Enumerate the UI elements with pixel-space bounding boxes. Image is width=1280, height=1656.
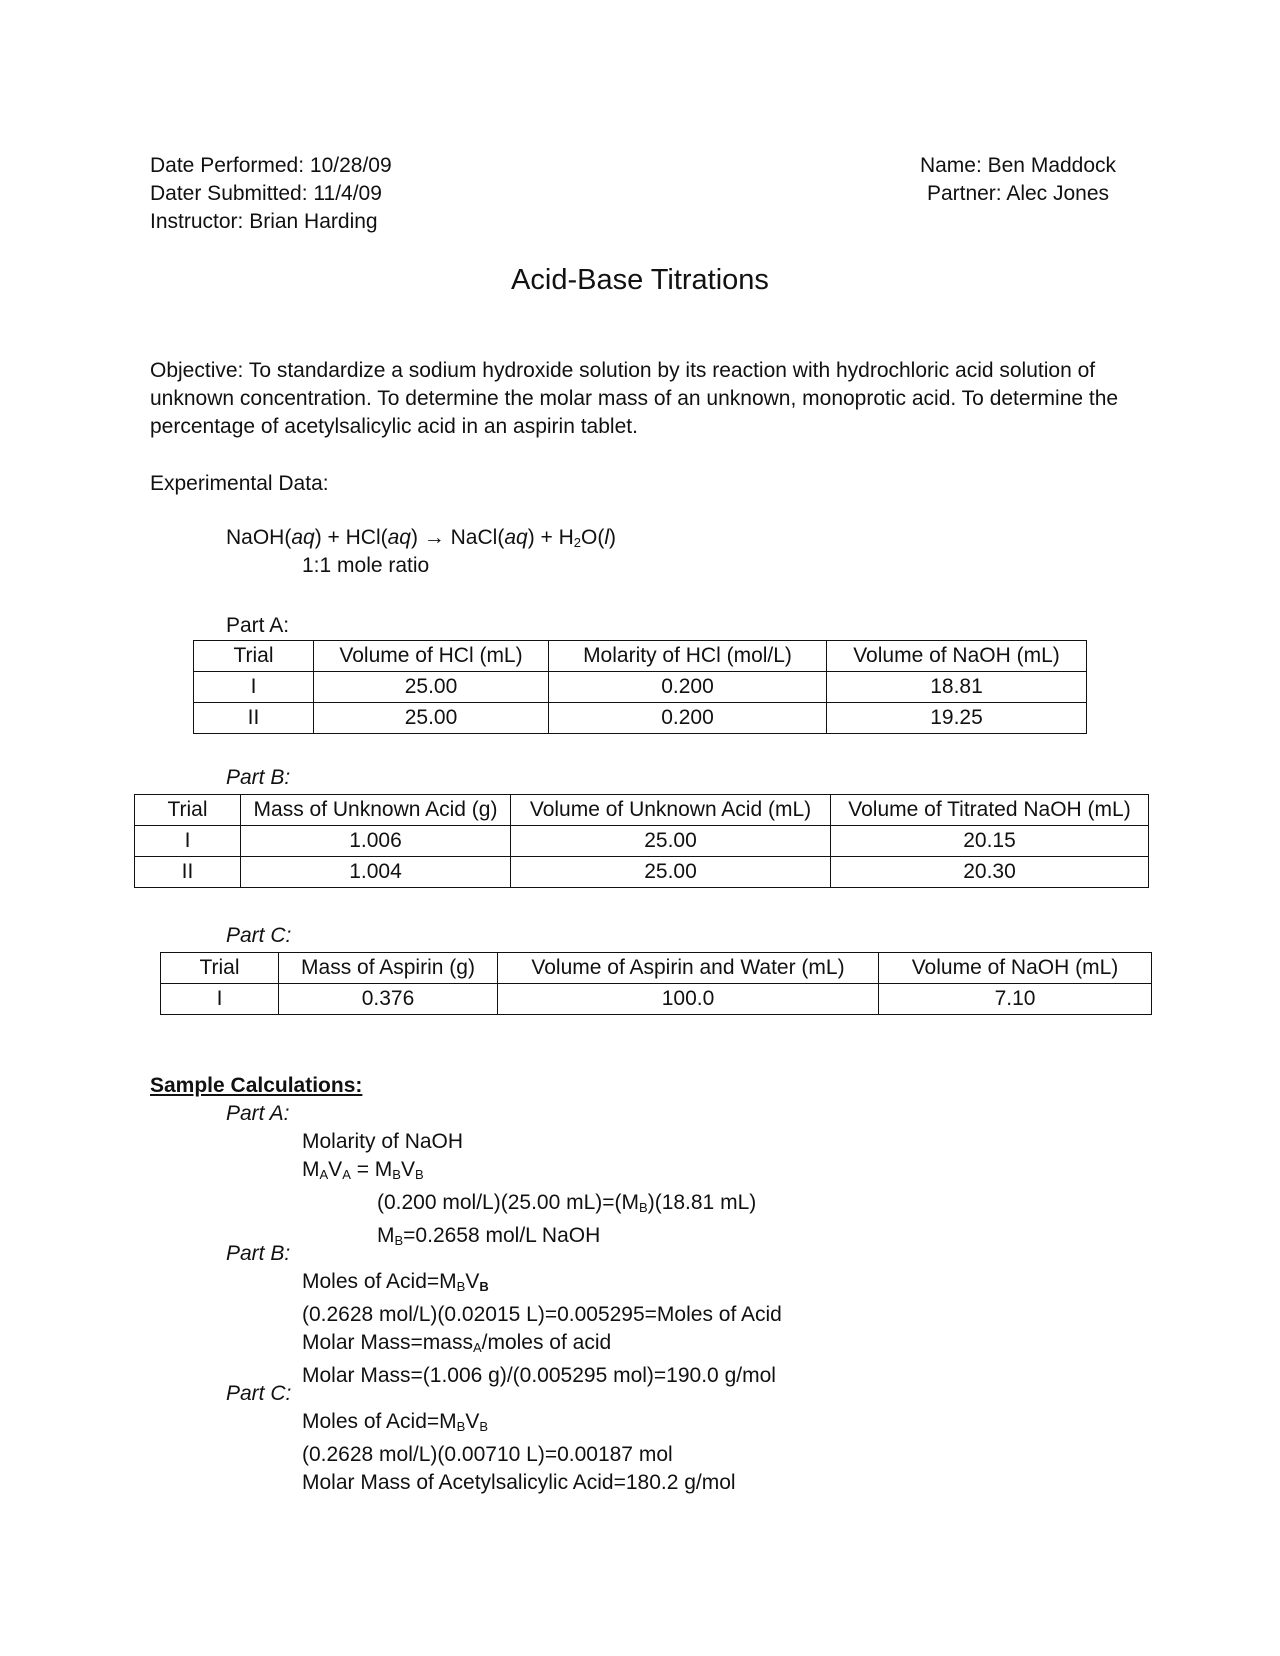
page-title: Acid-Base Titrations <box>511 264 769 296</box>
part-c-table <box>160 952 1152 1015</box>
table-cell: 20.15 <box>831 826 1149 857</box>
table-header: Volume of NaOH (mL) <box>827 641 1087 672</box>
instructor: Instructor: Brian Harding <box>150 210 378 233</box>
calc-part-a-label: Part A: <box>226 1102 290 1125</box>
table-cell: II <box>135 857 241 888</box>
table-header: Volume of NaOH (mL) <box>879 953 1152 984</box>
table-cell: I <box>135 826 241 857</box>
reaction-equation: NaOH(aq) + HCl(aq) → NaCl(aq) + $H_2O(l)$ <box>226 526 617 550</box>
table-cell: 0.376 <box>279 984 498 1015</box>
table-header: Trial <box>161 953 279 984</box>
table-cell: 7.10 <box>879 984 1152 1015</box>
calc-line: Molar Mass=mass$_A$/moles of acid <box>302 1331 612 1355</box>
table-header-row <box>194 641 1087 672</box>
part-b-table <box>134 794 1149 888</box>
table-row <box>135 857 1149 888</box>
calc-line: (0.200 mol/L)(25.00 $mL)=(M_B)(18.81$ mL) <box>377 1191 757 1215</box>
mole-ratio: 1:1 mole ratio <box>302 554 430 577</box>
table-cell: 1.004 <box>241 857 511 888</box>
date-performed: Date Performed: 10/28/09 <box>150 154 392 177</box>
objective: Objective: To standardize a sodium hydroxide solution by its reaction with hydrochloric acid solution of unknown concentration. To determine the molar mass of an unknown, monoprotic acid. To determine the percentage of acetylsalicylic acid in an aspirin tablet. <box>150 359 1119 438</box>
calc-line: (0.2628 mol/L)(0.00710 L)=0.00187 mol <box>302 1443 673 1466</box>
calc-line: Moles of $Acid=M_BV_B$ <box>302 1410 489 1434</box>
table-header: Trial <box>194 641 314 672</box>
table-header-row <box>161 953 1152 984</box>
table-cell: 0.200 <box>549 672 827 703</box>
part-a-label: Part A: <box>226 614 290 637</box>
table-header: Mass of Aspirin (g) <box>279 953 498 984</box>
calc-line: Molar Mass=(1.006 g)/(0.005295 mol)=190.0 g/mol <box>302 1364 776 1387</box>
table-cell: 25.00 <box>511 826 831 857</box>
table-header: Volume of Aspirin and Water (mL) <box>498 953 879 984</box>
part-b-label: Part B: <box>226 766 291 789</box>
table-row <box>194 672 1087 703</box>
date-submitted: Dater Submitted: 11/4/09 <box>150 182 382 205</box>
calc-part-b-label: Part B: <box>226 1242 291 1265</box>
part-c-label: Part C: <box>226 924 292 947</box>
table-header: Mass of Unknown Acid (g) <box>241 795 511 826</box>
calc-line: Molar Mass of Acetylsalicylic Acid=180.2 g/mol <box>302 1471 736 1494</box>
table-row <box>194 703 1087 734</box>
table-cell: I <box>161 984 279 1015</box>
table-header: Molarity of HCl (mol/L) <box>549 641 827 672</box>
calc-line: Moles of $Acid=M_BV_B$ <box>302 1270 489 1294</box>
student-name: Name: Ben Maddock <box>919 154 1117 177</box>
calc-line: (0.2628 mol/L)(0.02015 L)=0.005295=Moles of Acid <box>302 1303 782 1326</box>
table-header-row <box>135 795 1149 826</box>
calc-line: $M_B=0.2658$ mol/L NaOH <box>377 1224 601 1248</box>
table-cell: I <box>194 672 314 703</box>
header-left <box>150 152 392 236</box>
table-header: Volume of Titrated NaOH (mL) <box>831 795 1149 826</box>
table-cell: 25.00 <box>511 857 831 888</box>
calc-line: Molarity of NaOH <box>302 1130 464 1153</box>
part-a-table <box>193 640 1087 734</box>
table-cell: 18.81 <box>827 672 1087 703</box>
table-row <box>161 984 1152 1015</box>
table-cell: II <box>194 703 314 734</box>
table-header: Volume of HCl (mL) <box>314 641 549 672</box>
table-cell: 19.25 <box>827 703 1087 734</box>
table-header: Trial <box>135 795 241 826</box>
table-cell: 100.0 <box>498 984 879 1015</box>
partner-name: Partner: Alec Jones <box>926 182 1110 205</box>
calc-part-c-label: Part C: <box>226 1382 292 1405</box>
calc-line: $M_AV_A = M_BV_B$ <box>302 1158 424 1182</box>
table-cell: 20.30 <box>831 857 1149 888</box>
calc-part-b <box>302 1268 782 1390</box>
calc-part-c <box>302 1408 736 1497</box>
header-right <box>918 152 1118 208</box>
sample-calculations-title: Sample Calculations: <box>150 1074 363 1097</box>
table-header: Volume of Unknown Acid (mL) <box>511 795 831 826</box>
table-cell: 1.006 <box>241 826 511 857</box>
experimental-data-label: Experimental Data: <box>150 472 329 495</box>
table-row <box>135 826 1149 857</box>
table-cell: 25.00 <box>314 672 549 703</box>
table-cell: 0.200 <box>549 703 827 734</box>
calc-part-a <box>302 1128 756 1255</box>
table-cell: 25.00 <box>314 703 549 734</box>
